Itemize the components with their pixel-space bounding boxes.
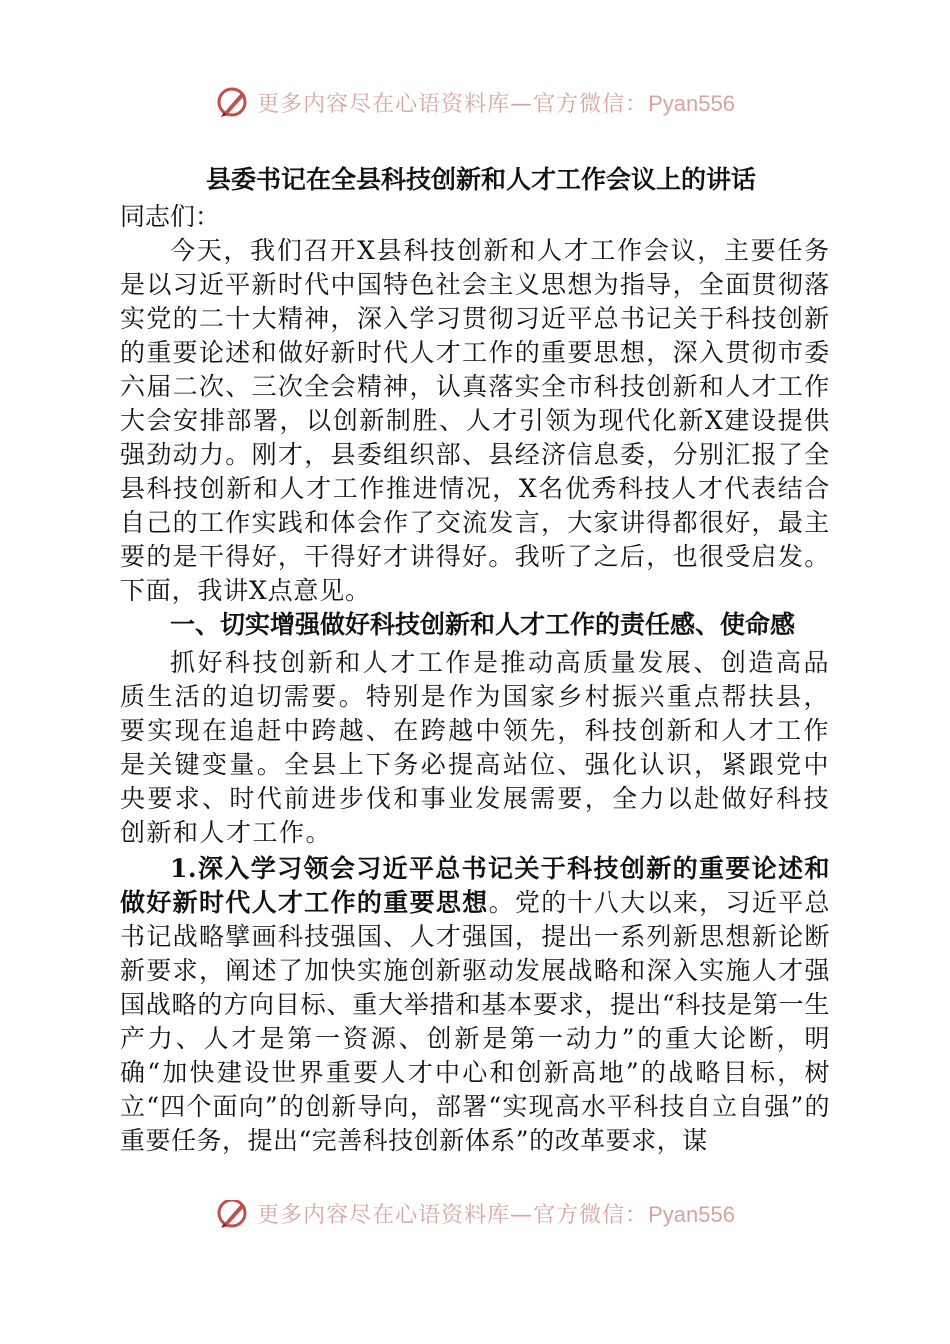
intro-paragraph: 今天，我们召开X县科技创新和人才工作会议，主要任务是以习近平新时代中国特色社会主义思想为指导，全面贯彻落实党的二十大精神，深入学习贯彻习近平总书记关于科技创新的重要论述和做好新时代人才工作的重要思想，深入贯彻市委六届二次、三次全会精神，认真落实全市科技创新和人才工作大会安排部署，以创新制胜、人才引领为现代化新X建设提供强劲动力。刚才，县委组织部、县经济信息委，分别汇报了全县科技创新和人才工作推进情况，X名优秀科技人才代表结合自己的工作实践和体会作了交流发言，大家讲得都很好，最主要的是干得好，干得好才讲得好。我听了之后，也很受启发。下面，我讲X点意见。 bbox=[120, 236, 830, 605]
point-paragraph bbox=[120, 852, 830, 1158]
watermark-wechat-id: Pyan556 bbox=[648, 1201, 735, 1227]
point-text: 。党的十八大以来，习近平总书记战略擘画科技强国、人才强国，提出一系列新思想新论断新要求，阐述了加快实施创新驱动发展战略和深入实施人才强国战略的方向目标、重大举措和基本要求，提出“科技是第一生产力、人才是第一资源、创新是第一动力”的重大论断，明确“加快建设世界重要人才中心和创新高地”的战略目标，树立“四个面向”的创新导向，部署“实现高水平科技自立自强”的重要任务，提出“完善科技创新体系”的改革要求，谋 bbox=[120, 888, 830, 1155]
document-body bbox=[120, 160, 830, 1158]
section-heading: 一、切实增强做好科技创新和人才工作的责任感、使命感 bbox=[170, 610, 796, 639]
watermark-footer bbox=[0, 1200, 950, 1236]
pen-logo-icon bbox=[215, 1200, 251, 1231]
section-paragraph: 抓好科技创新和人才工作是推动高质量发展、创造高品质生活的迫切需要。特别是作为国家乡村振兴重点帮扶县，要实现在追赶中跨越、在跨越中领先，科技创新和人才工作是关键变量。全县上下务必提高站位、强化认识，紧跟党中央要求、时代前进步伐和事业发展需要，全力以赴做好科技创新和人才工作。 bbox=[120, 648, 830, 847]
watermark-text: 更多内容尽在心语资料库—官方微信：Pyan556 bbox=[257, 1201, 735, 1228]
document-title: 县委书记在全县科技创新和人才工作会议上的讲话 bbox=[205, 165, 756, 194]
salutation: 同志们： bbox=[120, 202, 221, 231]
watermark-wechat-id: Pyan556 bbox=[648, 90, 735, 116]
watermark-text: 更多内容尽在心语资料库—官方微信：Pyan556 bbox=[257, 90, 735, 117]
watermark-header bbox=[0, 82, 950, 122]
pen-logo-icon bbox=[215, 84, 251, 120]
point-heading: 1.深入学习领会习近平总书记关于科技创新的重要论述和做好新时代人才工作的重要思想 bbox=[120, 854, 830, 917]
